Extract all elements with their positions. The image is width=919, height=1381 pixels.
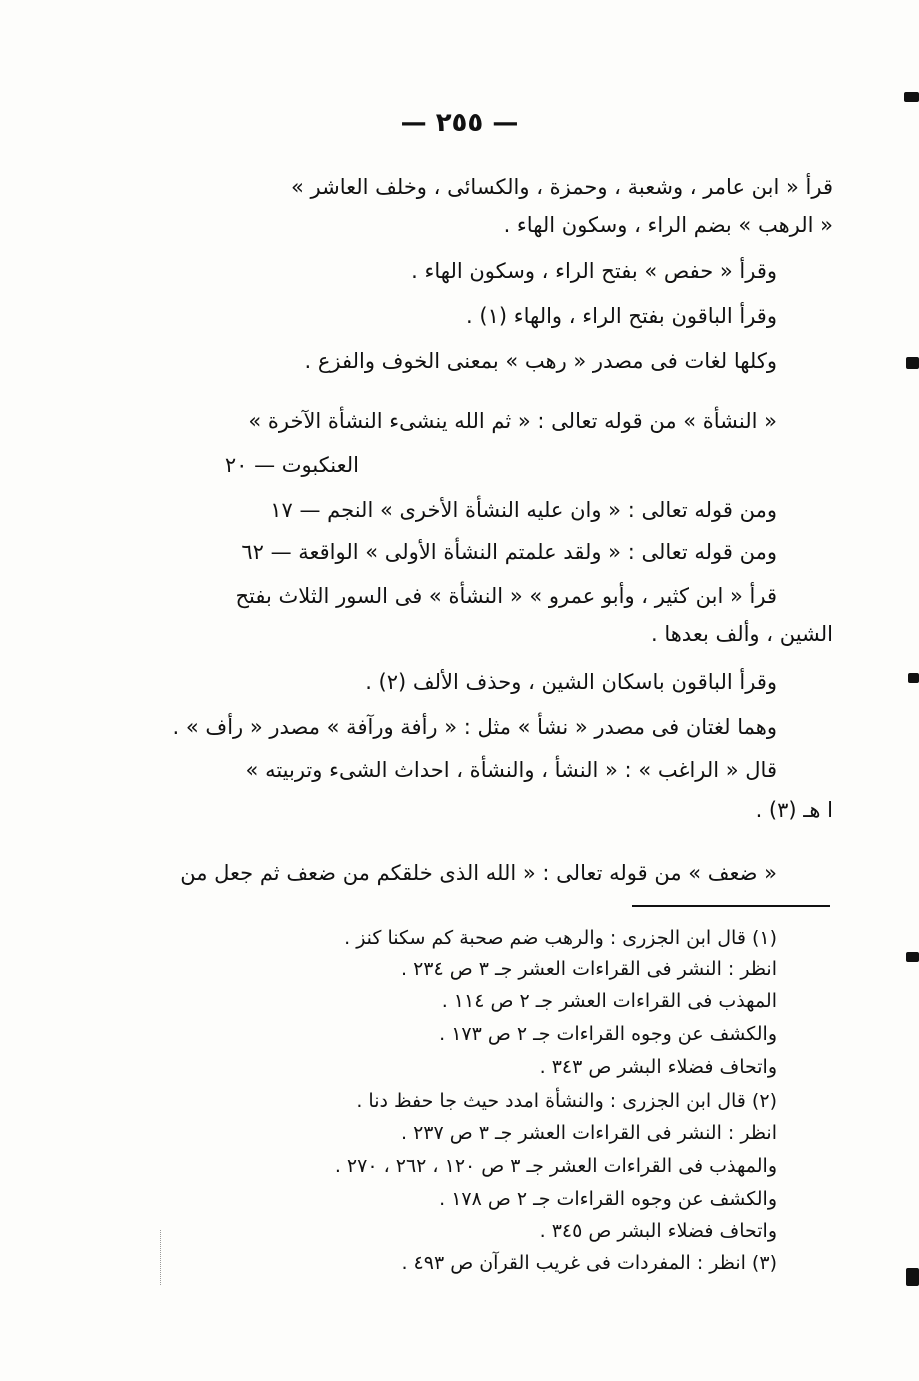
footnote-line: (٢) قال ابن الجزرى : والنشأة امدد حيث جا حفظ دنا . (356, 1090, 777, 1112)
scan-mark (908, 673, 919, 683)
footnote-line: واتحاف فضلاء البشر ص ٣٤٣ . (539, 1056, 777, 1078)
footnote-separator (632, 905, 830, 907)
footnote-line: انظر : النشر فى القراءات العشر جـ ٣ ص ٢٣٧ . (401, 1122, 777, 1144)
body-line: ومن قوله تعالى : « ولقد علمتم النشأة الأولى » الواقعة — ٦٢ (241, 540, 777, 564)
body-line: ا هـ (٣) . (755, 798, 833, 822)
footnote-line: (١) قال ابن الجزرى : والرهب ضم صحبة كم سكنا كنز . (344, 927, 777, 949)
body-line: الشين ، وألف بعدها . (650, 622, 833, 646)
scan-mark (906, 357, 919, 369)
body-line: وقرأ الباقون باسكان الشين ، وحذف الألف (٢) . (365, 670, 777, 694)
body-line: وهما لغتان فى مصدر « نشأ » مثل : « رأفة ورآفة » مصدر « رأف » . (172, 715, 777, 739)
footnote-line: انظر : النشر فى القراءات العشر جـ ٣ ص ٢٣٤ . (401, 958, 777, 980)
body-line: « ضعف » من قوله تعالى : « الله الذى خلقكم من ضعف ثم جعل من (180, 861, 777, 885)
footnote-line: والمهذب فى القراءات العشر جـ ٣ ص ١٢٠ ، ٢٦٢ ، ٢٧٠ . (334, 1155, 777, 1177)
body-line: وقرأ الباقون بفتح الراء ، والهاء (١) . (466, 304, 777, 328)
footnote-line: والكشف عن وجوه القراءات جـ ٢ ص ١٧٨ . (439, 1188, 777, 1210)
body-line: وقرأ « حفص » بفتح الراء ، وسكون الهاء . (411, 259, 777, 283)
body-line: قرأ « ابن عامر ، وشعبة ، وحمزة ، والكسائى ، وخلف العاشر » (290, 175, 833, 199)
scan-mark (906, 1268, 919, 1286)
body-line: قال « الراغب » : « النشأ ، والنشأة ، احداث الشىء وتربيته » (245, 758, 777, 782)
body-line: « الرهب » بضم الراء ، وسكون الهاء . (503, 213, 833, 237)
footnote-line: المهذب فى القراءات العشر جـ ٢ ص ١١٤ . (441, 990, 777, 1012)
footnote-line: واتحاف فضلاء البشر ص ٣٤٥ . (539, 1220, 777, 1242)
body-line: العنكبوت — ٢٠ (224, 453, 359, 477)
body-line: « النشأة » من قوله تعالى : « ثم الله ينشىء النشأة الآخرة » (248, 409, 777, 433)
body-line: وكلها لغات فى مصدر « رهب » بمعنى الخوف والفزع . (304, 349, 777, 373)
footnote-line: والكشف عن وجوه القراءات جـ ٢ ص ١٧٣ . (439, 1023, 777, 1045)
scan-edge (160, 1230, 162, 1285)
scan-mark (906, 952, 919, 962)
body-line: ومن قوله تعالى : « وان عليه النشأة الأخرى » النجم — ١٧ (270, 498, 777, 522)
scan-mark (904, 92, 919, 102)
body-line: قرأ « ابن كثير ، وأبو عمرو » « النشأة » فى السور الثلاث بفتح (235, 584, 777, 608)
page-number: — ٢٥٥ — (400, 108, 519, 138)
footnote-line: (٣) انظر : المفردات فى غريب القرآن ص ٤٩٣ . (401, 1252, 777, 1274)
